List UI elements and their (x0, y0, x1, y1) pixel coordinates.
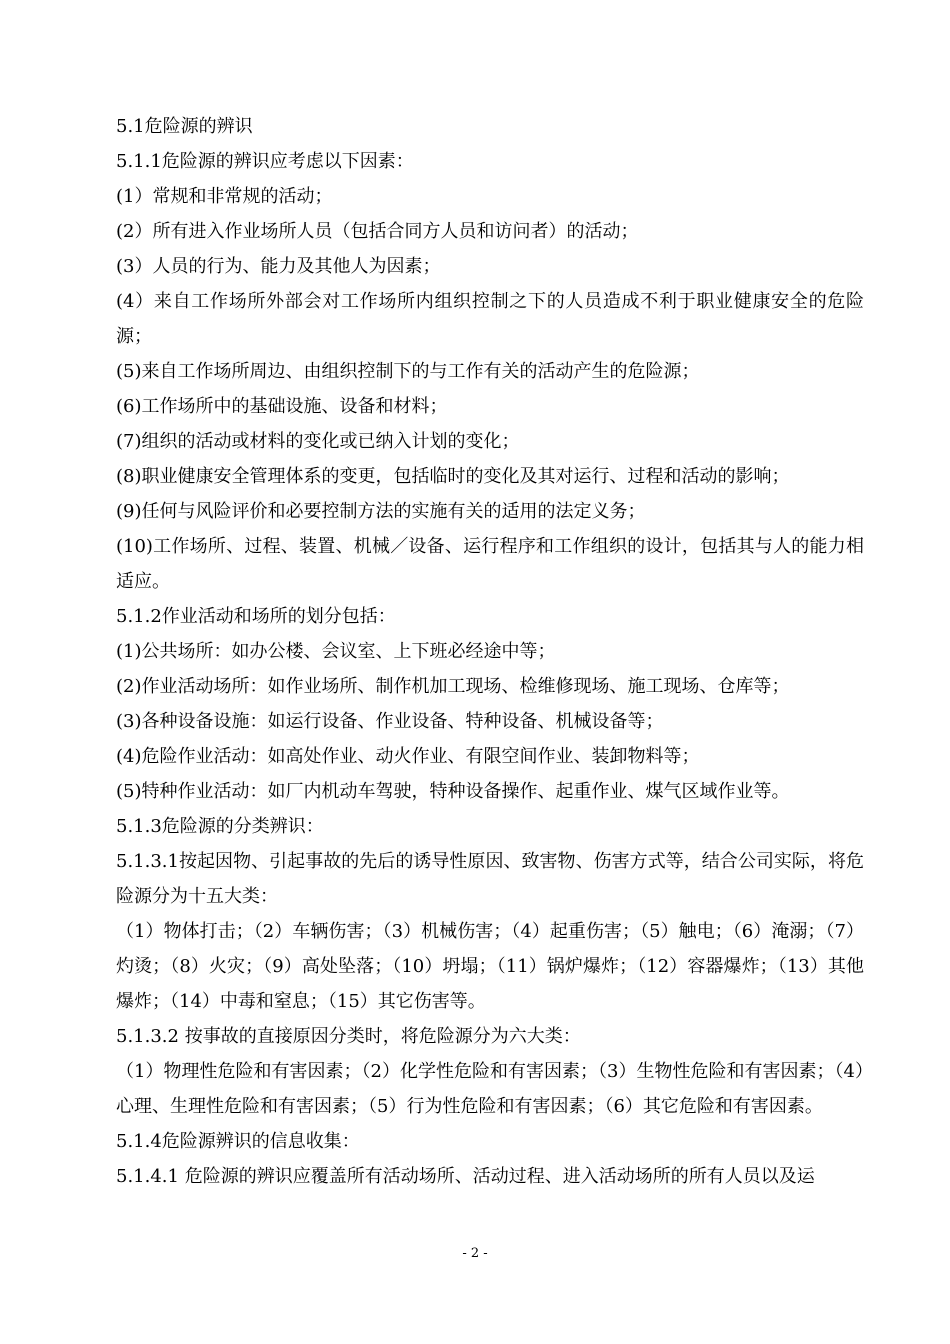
heading-5-1-4-1: 5.1.4.1 危险源的辨识应覆盖所有活动场所、活动过程、进入活动场所的所有人员以及运 (116, 1166, 815, 1187)
list-item: (3）人员的行为、能力及其他人为因素； (116, 256, 441, 277)
list-item: (4）来自工作场所外部会对工作场所内组织控制之下的人员造成不利于职业健康安全的危险源； (116, 291, 864, 347)
page-number: - 2 - (462, 1246, 488, 1261)
heading-5-1: 5.1危险源的辨识 (116, 116, 253, 137)
list-item: (5)来自工作场所周边、由组织控制下的与工作有关的活动产生的危险源； (116, 361, 700, 382)
category-list: （1）物体打击；（2）车辆伤害；（3）机械伤害；（4）起重伤害；（5）触电；（6）淹溺；（7）灼烫；（8）火灾；（9）高处坠落；（10）坍塌；（11）锅炉爆炸；（12）容器爆炸；（13）其他爆炸；（14）中毒和窒息；（15）其它伤害等。 (116, 921, 864, 1012)
list-item: (10)工作场所、过程、装置、机械／设备、运行程序和工作组织的设计，包括其与人的能力相适应。 (116, 536, 864, 592)
list-item: (6)工作场所中的基础设施、设备和材料； (116, 396, 448, 417)
list-item: (1)公共场所：如办公楼、会议室、上下班必经途中等； (116, 641, 556, 662)
list-item: (2）所有进入作业场所人员（包括合同方人员和访问者）的活动； (116, 221, 639, 242)
heading-5-1-3: 5.1.3危险源的分类辨识： (116, 816, 324, 837)
heading-5-1-4: 5.1.4危险源辨识的信息收集： (116, 1131, 360, 1152)
list-item: (8)职业健康安全管理体系的变更，包括临时的变化及其对运行、过程和活动的影响； (116, 466, 790, 487)
document-body (116, 109, 864, 1194)
heading-5-1-3-1: 5.1.3.1按起因物、引起事故的先后的诱导性原因、致害物、伤害方式等，结合公司实际，将危险源分为十五大类： (116, 851, 864, 907)
heading-5-1-3-2: 5.1.3.2 按事故的直接原因分类时，将危险源分为六大类： (116, 1026, 581, 1047)
list-item: (9)任何与风险评价和必要控制方法的实施有关的适用的法定义务； (116, 501, 646, 522)
heading-5-1-1: 5.1.1危险源的辨识应考虑以下因素： (116, 151, 414, 172)
category-list: （1）物理性危险和有害因素；（2）化学性危险和有害因素；（3）生物性危险和有害因素；（4）心理、生理性危险和有害因素；（5）行为性危险和有害因素；（6）其它危险和有害因素。 (116, 1061, 864, 1117)
list-item: (1）常规和非常规的活动； (116, 186, 333, 207)
list-item: (7)组织的活动或材料的变化或已纳入计划的变化； (116, 431, 520, 452)
list-item: (3)各种设备设施：如运行设备、作业设备、特种设备、机械设备等； (116, 711, 664, 732)
list-item: (5)特种作业活动：如厂内机动车驾驶，特种设备操作、起重作业、煤气区域作业等。 (116, 781, 790, 802)
list-item: (4)危险作业活动：如高处作业、动火作业、有限空间作业、装卸物料等； (116, 746, 700, 767)
heading-5-1-2: 5.1.2作业活动和场所的划分包括： (116, 606, 396, 627)
list-item: (2)作业活动场所：如作业场所、制作机加工现场、检维修现场、施工现场、仓库等； (116, 676, 790, 697)
